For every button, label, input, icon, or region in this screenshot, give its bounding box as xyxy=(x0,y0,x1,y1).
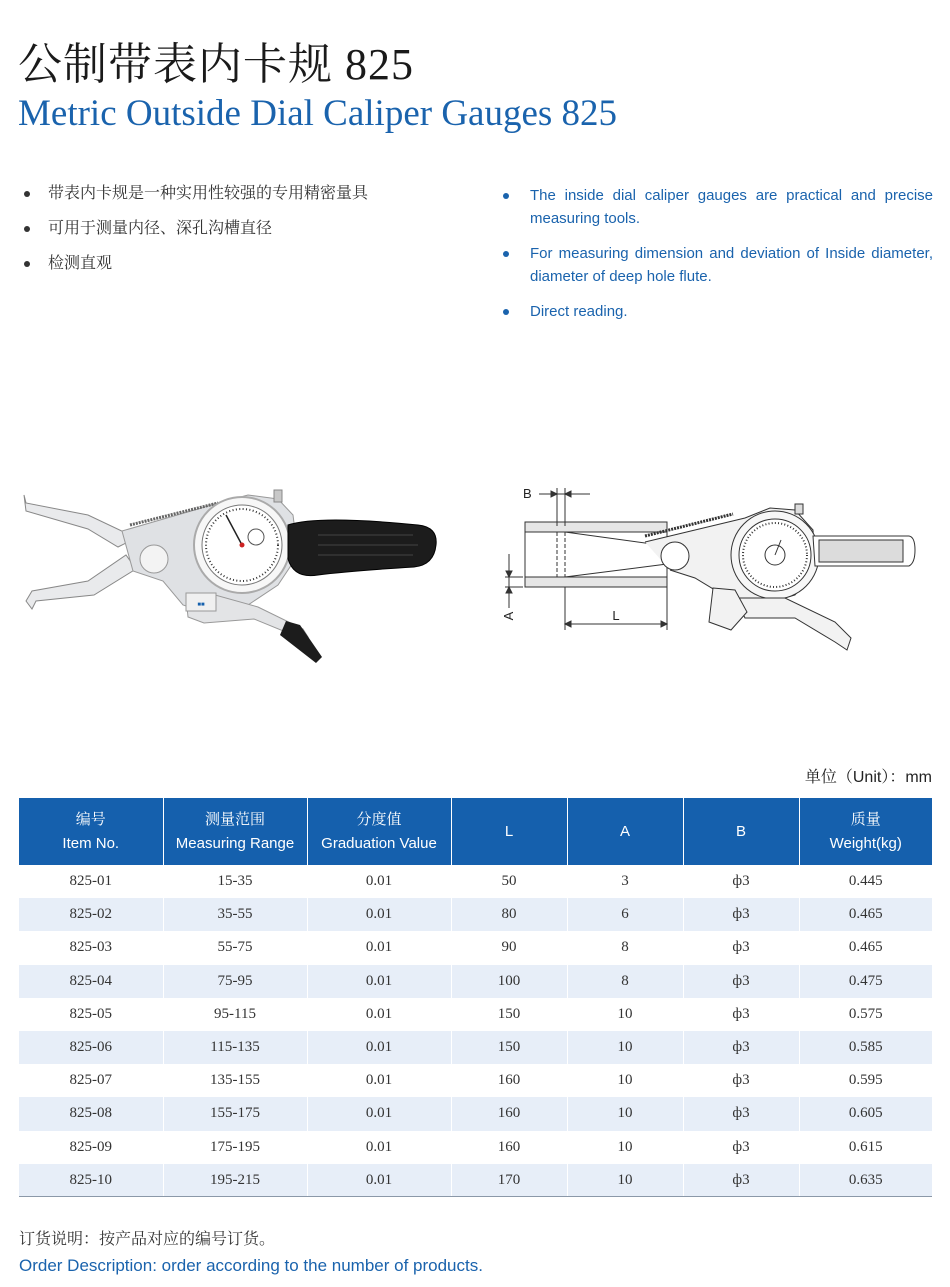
header-graduation-value: 分度值 Graduation Value xyxy=(307,798,451,865)
table-cell: 155-175 xyxy=(163,1097,307,1130)
feature-cn-item: 检测直观 xyxy=(24,253,464,288)
table-cell: ф3 xyxy=(683,965,799,998)
header-item-no: 编号 Item No. xyxy=(19,798,163,865)
table-cell: ф3 xyxy=(683,865,799,898)
table-cell: 90 xyxy=(451,931,567,964)
spec-table xyxy=(19,798,932,1197)
table-cell: 0.575 xyxy=(799,998,932,1031)
page-title-en: Metric Outside Dial Caliper Gauges 825 xyxy=(18,93,618,134)
feature-en-item: For measuring dimension and deviation of Inside diameter, diameter of deep hole flute. xyxy=(503,242,933,288)
table-cell: 10 xyxy=(567,1031,683,1064)
table-row xyxy=(19,1131,932,1164)
feature-en-item: The inside dial caliper gauges are practical and precise measuring tools. xyxy=(503,184,933,230)
table-row xyxy=(19,965,932,998)
table-cell: 3 xyxy=(567,865,683,898)
table-row xyxy=(19,898,932,931)
table-cell: 825-06 xyxy=(19,1031,163,1064)
table-cell: 825-03 xyxy=(69,939,112,956)
table-cell: 0.01 xyxy=(307,1097,451,1130)
table-cell: 0.585 xyxy=(799,1031,932,1064)
dimension-label-l: L xyxy=(612,608,620,623)
table-cell: 0.615 xyxy=(799,1131,932,1164)
table-cell: 10 xyxy=(567,1097,683,1130)
feature-cn-item: 带表内卡规是一种实用性较强的专用精密量具 xyxy=(24,183,464,218)
header-measuring-range: 测量范围 Measuring Range xyxy=(163,798,307,865)
table-row xyxy=(19,865,932,898)
table-cell: 170 xyxy=(451,1164,567,1197)
table-cell: 6 xyxy=(567,898,683,931)
table-cell: 10 xyxy=(567,998,683,1031)
table-cell: 0.475 xyxy=(799,965,932,998)
header-b: B xyxy=(683,798,799,865)
feature-en-item: Direct reading. xyxy=(503,300,933,323)
features-cn-list xyxy=(24,183,464,288)
table-cell: 50 xyxy=(451,865,567,898)
table-cell: 0.605 xyxy=(799,1097,932,1130)
table-cell: 825-01 xyxy=(69,873,112,890)
table-cell: 825-05 xyxy=(69,1005,112,1022)
table-row xyxy=(19,931,932,964)
table-cell: 10 xyxy=(567,1164,683,1197)
order-note-cn: 订货说明：按产品对应的编号订货。 xyxy=(19,1231,276,1248)
dimension-label-b: B xyxy=(523,486,532,501)
table-cell: 825-02 xyxy=(19,898,163,931)
table-cell: 0.01 xyxy=(307,1164,451,1197)
technical-drawing xyxy=(495,480,935,660)
table-cell: 160 xyxy=(451,1097,567,1130)
product-photo xyxy=(18,485,448,670)
table-cell: 0.01 xyxy=(307,998,451,1031)
table-cell: ф3 xyxy=(683,1131,799,1164)
table-cell: 0.01 xyxy=(307,865,451,898)
table-cell: 825-09 xyxy=(69,1138,112,1155)
table-cell: 75-95 xyxy=(163,965,307,998)
table-row xyxy=(19,1164,932,1197)
table-cell: 15-35 xyxy=(163,865,307,898)
table-cell: 825-04 xyxy=(19,965,163,998)
table-cell: 0.465 xyxy=(799,898,932,931)
table-cell: 160 xyxy=(451,1064,567,1097)
table-cell: 0.445 xyxy=(799,865,932,898)
table-cell: 0.01 xyxy=(307,1064,451,1097)
table-cell: 10 xyxy=(567,1064,683,1097)
table-cell: 135-155 xyxy=(163,1064,307,1097)
table-row xyxy=(19,1064,932,1097)
table-cell: 195-215 xyxy=(163,1164,307,1197)
table-row xyxy=(19,1031,932,1064)
table-cell: 115-135 xyxy=(163,1031,307,1064)
table-cell: 0.01 xyxy=(307,1131,451,1164)
feature-cn-item: 可用于测量内径、深孔沟槽直径 xyxy=(24,218,464,253)
table-cell: 0.01 xyxy=(307,1031,451,1064)
dimension-label-a: A xyxy=(501,611,516,621)
table-row xyxy=(19,1097,932,1130)
table-cell: 825-08 xyxy=(19,1097,163,1130)
table-cell: 825-07 xyxy=(69,1072,112,1089)
table-cell: 80 xyxy=(451,898,567,931)
table-cell: 10 xyxy=(567,1131,683,1164)
table-cell: ф3 xyxy=(683,998,799,1031)
table-cell: 35-55 xyxy=(163,898,307,931)
header-a: A xyxy=(567,798,683,865)
table-cell: 150 xyxy=(451,998,567,1031)
table-cell: 0.01 xyxy=(307,898,451,931)
table-cell: ф3 xyxy=(683,1164,799,1197)
table-cell: 8 xyxy=(567,931,683,964)
table-cell: ф3 xyxy=(683,898,799,931)
table-cell: ф3 xyxy=(683,1097,799,1130)
table-cell: 0.595 xyxy=(799,1064,932,1097)
table-cell: ф3 xyxy=(683,1064,799,1097)
table-cell: 95-115 xyxy=(163,998,307,1031)
unit-label: 单位（Unit）：mm xyxy=(804,769,932,786)
header-weight: 质量 Weight(kg) xyxy=(799,798,932,865)
table-cell: 150 xyxy=(451,1031,567,1064)
table-cell: 55-75 xyxy=(163,931,307,964)
features-en-list xyxy=(503,184,933,335)
table-cell: 0.01 xyxy=(307,931,451,964)
table-cell: 100 xyxy=(451,965,567,998)
table-cell: ф3 xyxy=(683,931,799,964)
table-row xyxy=(19,998,932,1031)
header-l: L xyxy=(451,798,567,865)
table-cell: ф3 xyxy=(683,1031,799,1064)
table-header-row xyxy=(19,798,932,865)
table-cell: 0.465 xyxy=(799,931,932,964)
svg-text:■■: ■■ xyxy=(197,602,205,608)
table-cell: 160 xyxy=(451,1131,567,1164)
table-cell: 0.635 xyxy=(799,1164,932,1197)
table-cell: 8 xyxy=(567,965,683,998)
order-note-en: Order Description: order according to the number of products. xyxy=(19,1256,483,1275)
table-cell: 825-10 xyxy=(19,1164,163,1197)
table-cell: 175-195 xyxy=(163,1131,307,1164)
page-title-cn: 公制带表内卡规 825 xyxy=(18,40,414,89)
table-cell: 0.01 xyxy=(307,965,451,998)
